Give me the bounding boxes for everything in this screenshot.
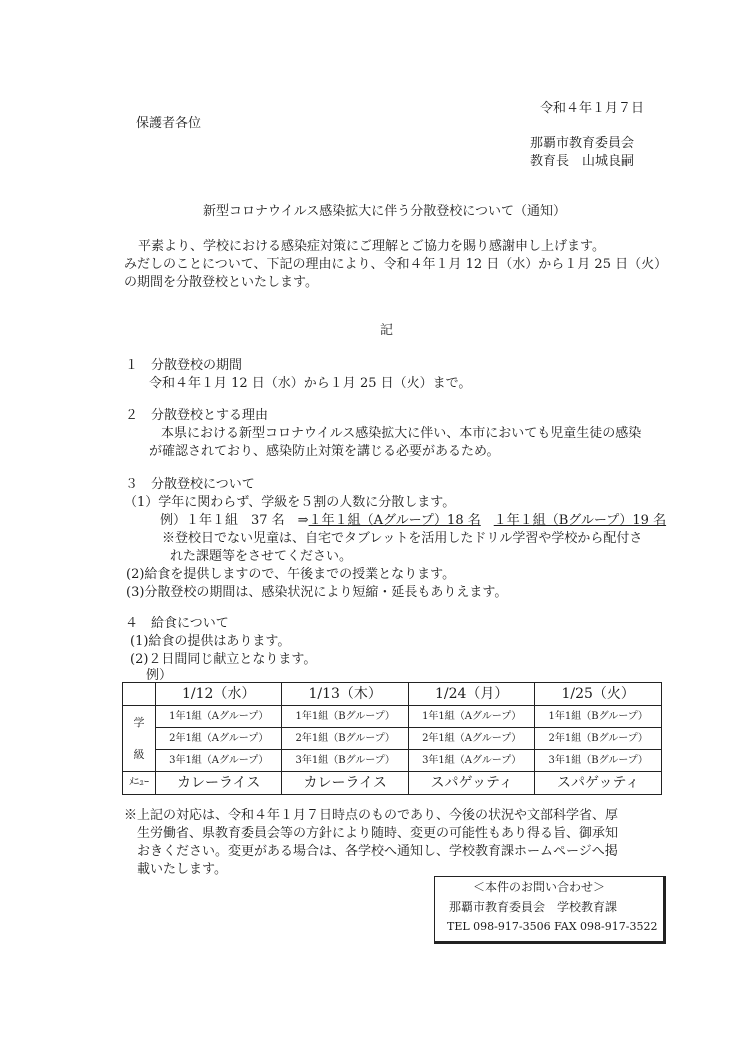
example-prefix: 例）１年１組 37 名 ⇒ xyxy=(160,513,309,528)
section-4-heading: ４ 給食について xyxy=(125,616,229,631)
closing-line-4: 載いたします。 xyxy=(137,862,227,877)
section-3-example xyxy=(160,512,666,530)
date-header: 1/24（月） xyxy=(408,683,534,706)
closing-line-2: 生労働省、県教育委員会等の方針により随時、変更の可能性もあり得る旨、御承知 xyxy=(137,826,619,841)
class-side-label: 学 級 xyxy=(123,706,156,772)
section-3-item-2: (2)給食を提供しますので、午後までの授業となります。 xyxy=(126,567,456,582)
class-cell: 3年1組（Bグループ） xyxy=(535,750,662,772)
contact-phone-fax: TEL 098-917-3506 FAX 098-917-3522 xyxy=(447,920,658,933)
date-header: 1/13（木） xyxy=(282,683,409,706)
class-cell: 3年1組（Bグループ） xyxy=(282,750,409,772)
class-cell: 2年1組（Bグループ） xyxy=(535,728,662,750)
food-cell: カレーライス xyxy=(156,772,282,795)
contact-title: ＜本件のお問い合わせ＞ xyxy=(473,880,606,894)
menu-row-label: ﾒﾆｭｰ xyxy=(123,772,156,795)
section-4-example-label: 例） xyxy=(146,668,173,683)
intro-line-3: の期間を分散登校といたします。 xyxy=(124,275,318,290)
class-cell: 3年1組（Aグループ） xyxy=(408,750,534,772)
class-cell: 2年1組（Aグループ） xyxy=(408,728,534,750)
class-cell: 1年1組（Aグループ） xyxy=(156,706,282,728)
table-row xyxy=(123,728,662,750)
food-cell: カレーライス xyxy=(282,772,409,795)
table-header-row xyxy=(123,683,662,706)
section-2-line-2: が確認されており、感染防止対策を講じる必要があるため。 xyxy=(149,444,500,459)
document-date: 令和４年１月７日 xyxy=(540,101,645,116)
table-row xyxy=(123,706,662,728)
intro-line-1: 平素より、学校における感染症対策にご理解とご協力を賜り感謝申し上げます。 xyxy=(138,239,605,254)
date-header: 1/12（水） xyxy=(156,683,282,706)
table-corner-cell xyxy=(123,683,156,706)
class-cell: 2年1組（Bグループ） xyxy=(282,728,409,750)
lunch-menu-table xyxy=(122,682,662,795)
section-3-item-3: (3)分散登校の期間は、感染状況により短縮・延長もありえます。 xyxy=(126,585,508,600)
table-row xyxy=(123,750,662,772)
contact-organization: 那覇市教育委員会 学校教育課 xyxy=(449,900,618,914)
intro-line-2: みだしのことについて、下記の理由により、令和４年１月 12 日（水）から１月 25 日（火） xyxy=(124,257,668,272)
closing-line-3: おきください。変更がある場合は、各学校へ通知し、学校教育課ホームページへ掲 xyxy=(137,844,618,859)
section-3-note-1: ※登校日でない児童は、自宅でタブレットを活用したドリル学習や学校から配付さ xyxy=(162,531,643,546)
section-4-item-2: (2)２日間同じ献立となります。 xyxy=(130,652,317,667)
contact-box xyxy=(434,876,666,944)
menu-row xyxy=(123,772,662,795)
issuer-organization: 那覇市教育委員会 xyxy=(530,136,635,151)
section-3-item-1: （1）学年に関わらず、学級を５割の人数に分散します。 xyxy=(124,495,456,510)
example-group-a: １年１組（Aグループ）18 名 xyxy=(308,513,481,528)
section-1-body: 令和４年１月 12 日（水）から１月 25 日（火）まで。 xyxy=(149,376,472,391)
date-header: 1/25（火） xyxy=(535,683,662,706)
section-3-heading: ３ 分散登校について xyxy=(125,477,255,492)
section-3-note-2: れた課題等をさせてください。 xyxy=(170,549,353,564)
class-cell: 3年1組（Aグループ） xyxy=(156,750,282,772)
food-cell: スパゲッティ xyxy=(535,772,662,795)
class-cell: 1年1組（Aグループ） xyxy=(408,706,534,728)
section-2-heading: ２ 分散登校とする理由 xyxy=(125,408,269,423)
example-group-b: １年１組（Bグループ）19 名 xyxy=(493,513,667,528)
document-title: 新型コロナウイルス感染拡大に伴う分散登校について（通知） xyxy=(203,204,566,219)
class-cell: 1年1組（Bグループ） xyxy=(282,706,409,728)
issuer-title-name: 教育長 山城良嗣 xyxy=(530,154,635,169)
addressee: 保護者各位 xyxy=(136,116,202,131)
section-1-heading: １ 分散登校の期間 xyxy=(125,358,243,373)
closing-line-1: ※上記の対応は、令和４年１月７日時点のものであり、今後の状況や文部科学省、厚 xyxy=(124,808,619,823)
section-2-line-1: 本県における新型コロナウイルス感染拡大に伴い、本市においても児童生徒の感染 xyxy=(161,426,642,441)
class-cell: 1年1組（Bグループ） xyxy=(535,706,662,728)
section-4-item-1: (1)給食の提供はあります。 xyxy=(130,634,291,649)
ki-marker: 記 xyxy=(380,323,394,338)
class-cell: 2年1組（Aグループ） xyxy=(156,728,282,750)
food-cell: スパゲッティ xyxy=(408,772,534,795)
